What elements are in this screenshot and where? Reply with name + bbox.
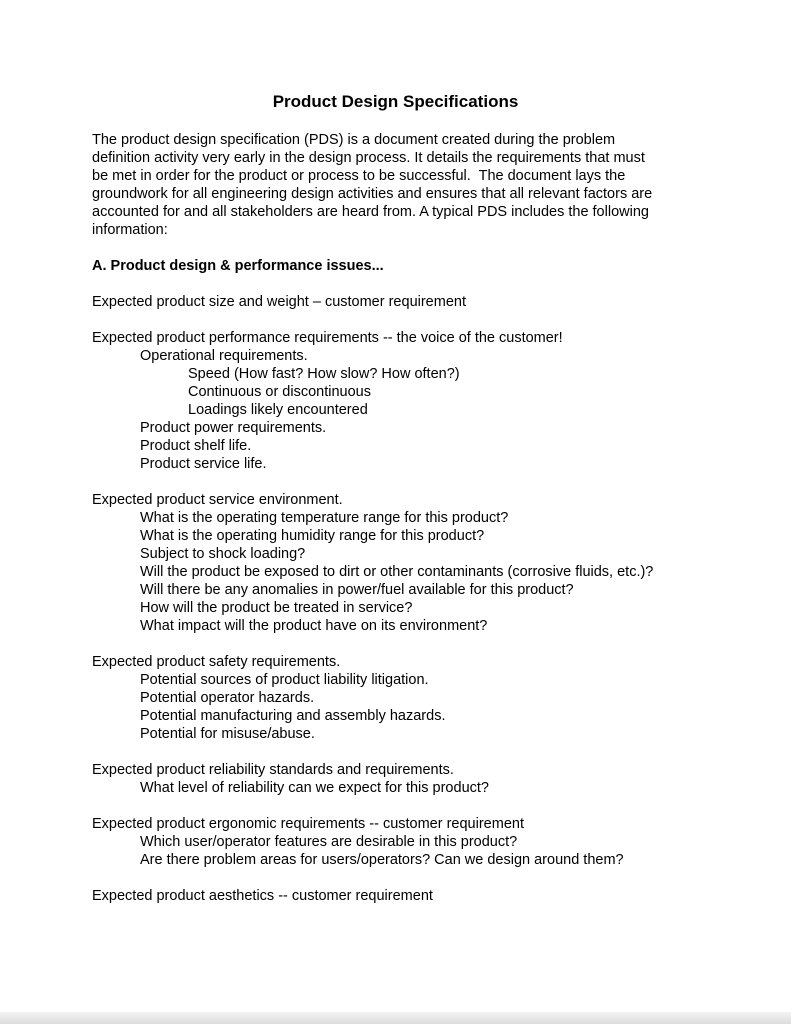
doc-paragraph: [92, 761, 699, 797]
doc-line: Continuous or discontinuous: [188, 384, 371, 400]
doc-line: Expected product performance requirements -- the voice of the customer!: [92, 330, 563, 346]
doc-line: Potential operator hazards.: [140, 690, 315, 706]
doc-line: Speed (How fast? How slow? How often?): [188, 366, 460, 382]
doc-line: Product power requirements.: [140, 420, 327, 436]
doc-line: Subject to shock loading?: [140, 546, 306, 562]
doc-paragraph: [92, 887, 699, 905]
doc-paragraph: [92, 653, 699, 743]
doc-line: Product service life.: [140, 456, 267, 472]
doc-line: Operational requirements.: [140, 348, 308, 364]
doc-line: be met in order for the product or process to be successful. The document lays the: [92, 168, 626, 184]
doc-line: Are there problem areas for users/operators? Can we design around them?: [140, 852, 624, 868]
doc-paragraph: [92, 815, 699, 869]
doc-line: What is the operating temperature range for this product?: [140, 510, 509, 526]
doc-line: What impact will the product have on its environment?: [140, 618, 488, 634]
document-title: Product Design Specifications: [272, 92, 519, 111]
doc-line: What level of reliability can we expect for this product?: [140, 780, 489, 796]
doc-line: Product shelf life.: [140, 438, 252, 454]
page-bottom-edge: [0, 1012, 791, 1024]
doc-line: What is the operating humidity range for this product?: [140, 528, 485, 544]
doc-line: Loadings likely encountered: [188, 402, 368, 418]
doc-paragraph: [92, 491, 699, 635]
doc-line: Expected product size and weight – customer requirement: [92, 294, 466, 310]
doc-line: Will there be any anomalies in power/fuel available for this product?: [140, 582, 574, 598]
doc-line: Will the product be exposed to dirt or other contaminants (corrosive fluids, etc.)?: [140, 564, 654, 580]
section-heading: A. Product design & performance issues...: [92, 258, 384, 274]
doc-line: Potential manufacturing and assembly hazards.: [140, 708, 446, 724]
doc-line: Expected product reliability standards and requirements.: [92, 762, 454, 778]
intro-paragraph: [92, 131, 699, 239]
doc-line: Potential sources of product liability litigation.: [140, 672, 429, 688]
doc-line: accounted for and all stakeholders are heard from. A typical PDS includes the following: [92, 204, 649, 220]
doc-line: Expected product safety requirements.: [92, 654, 341, 670]
doc-paragraph: [92, 293, 699, 311]
doc-line: Expected product ergonomic requirements -- customer requirement: [92, 816, 524, 832]
doc-line: Which user/operator features are desirable in this product?: [140, 834, 518, 850]
doc-line: definition activity very early in the design process. It details the requirements that must: [92, 150, 645, 166]
doc-line: The product design specification (PDS) is a document created during the problem: [92, 132, 616, 148]
doc-paragraph: [92, 329, 699, 473]
doc-line: information:: [92, 222, 168, 238]
doc-line: groundwork for all engineering design activities and ensures that all relevant factors are: [92, 186, 653, 202]
doc-line: Expected product aesthetics -- customer requirement: [92, 888, 433, 904]
doc-line: How will the product be treated in service?: [140, 600, 413, 616]
doc-line: Potential for misuse/abuse.: [140, 726, 315, 742]
doc-line: Expected product service environment.: [92, 492, 343, 508]
